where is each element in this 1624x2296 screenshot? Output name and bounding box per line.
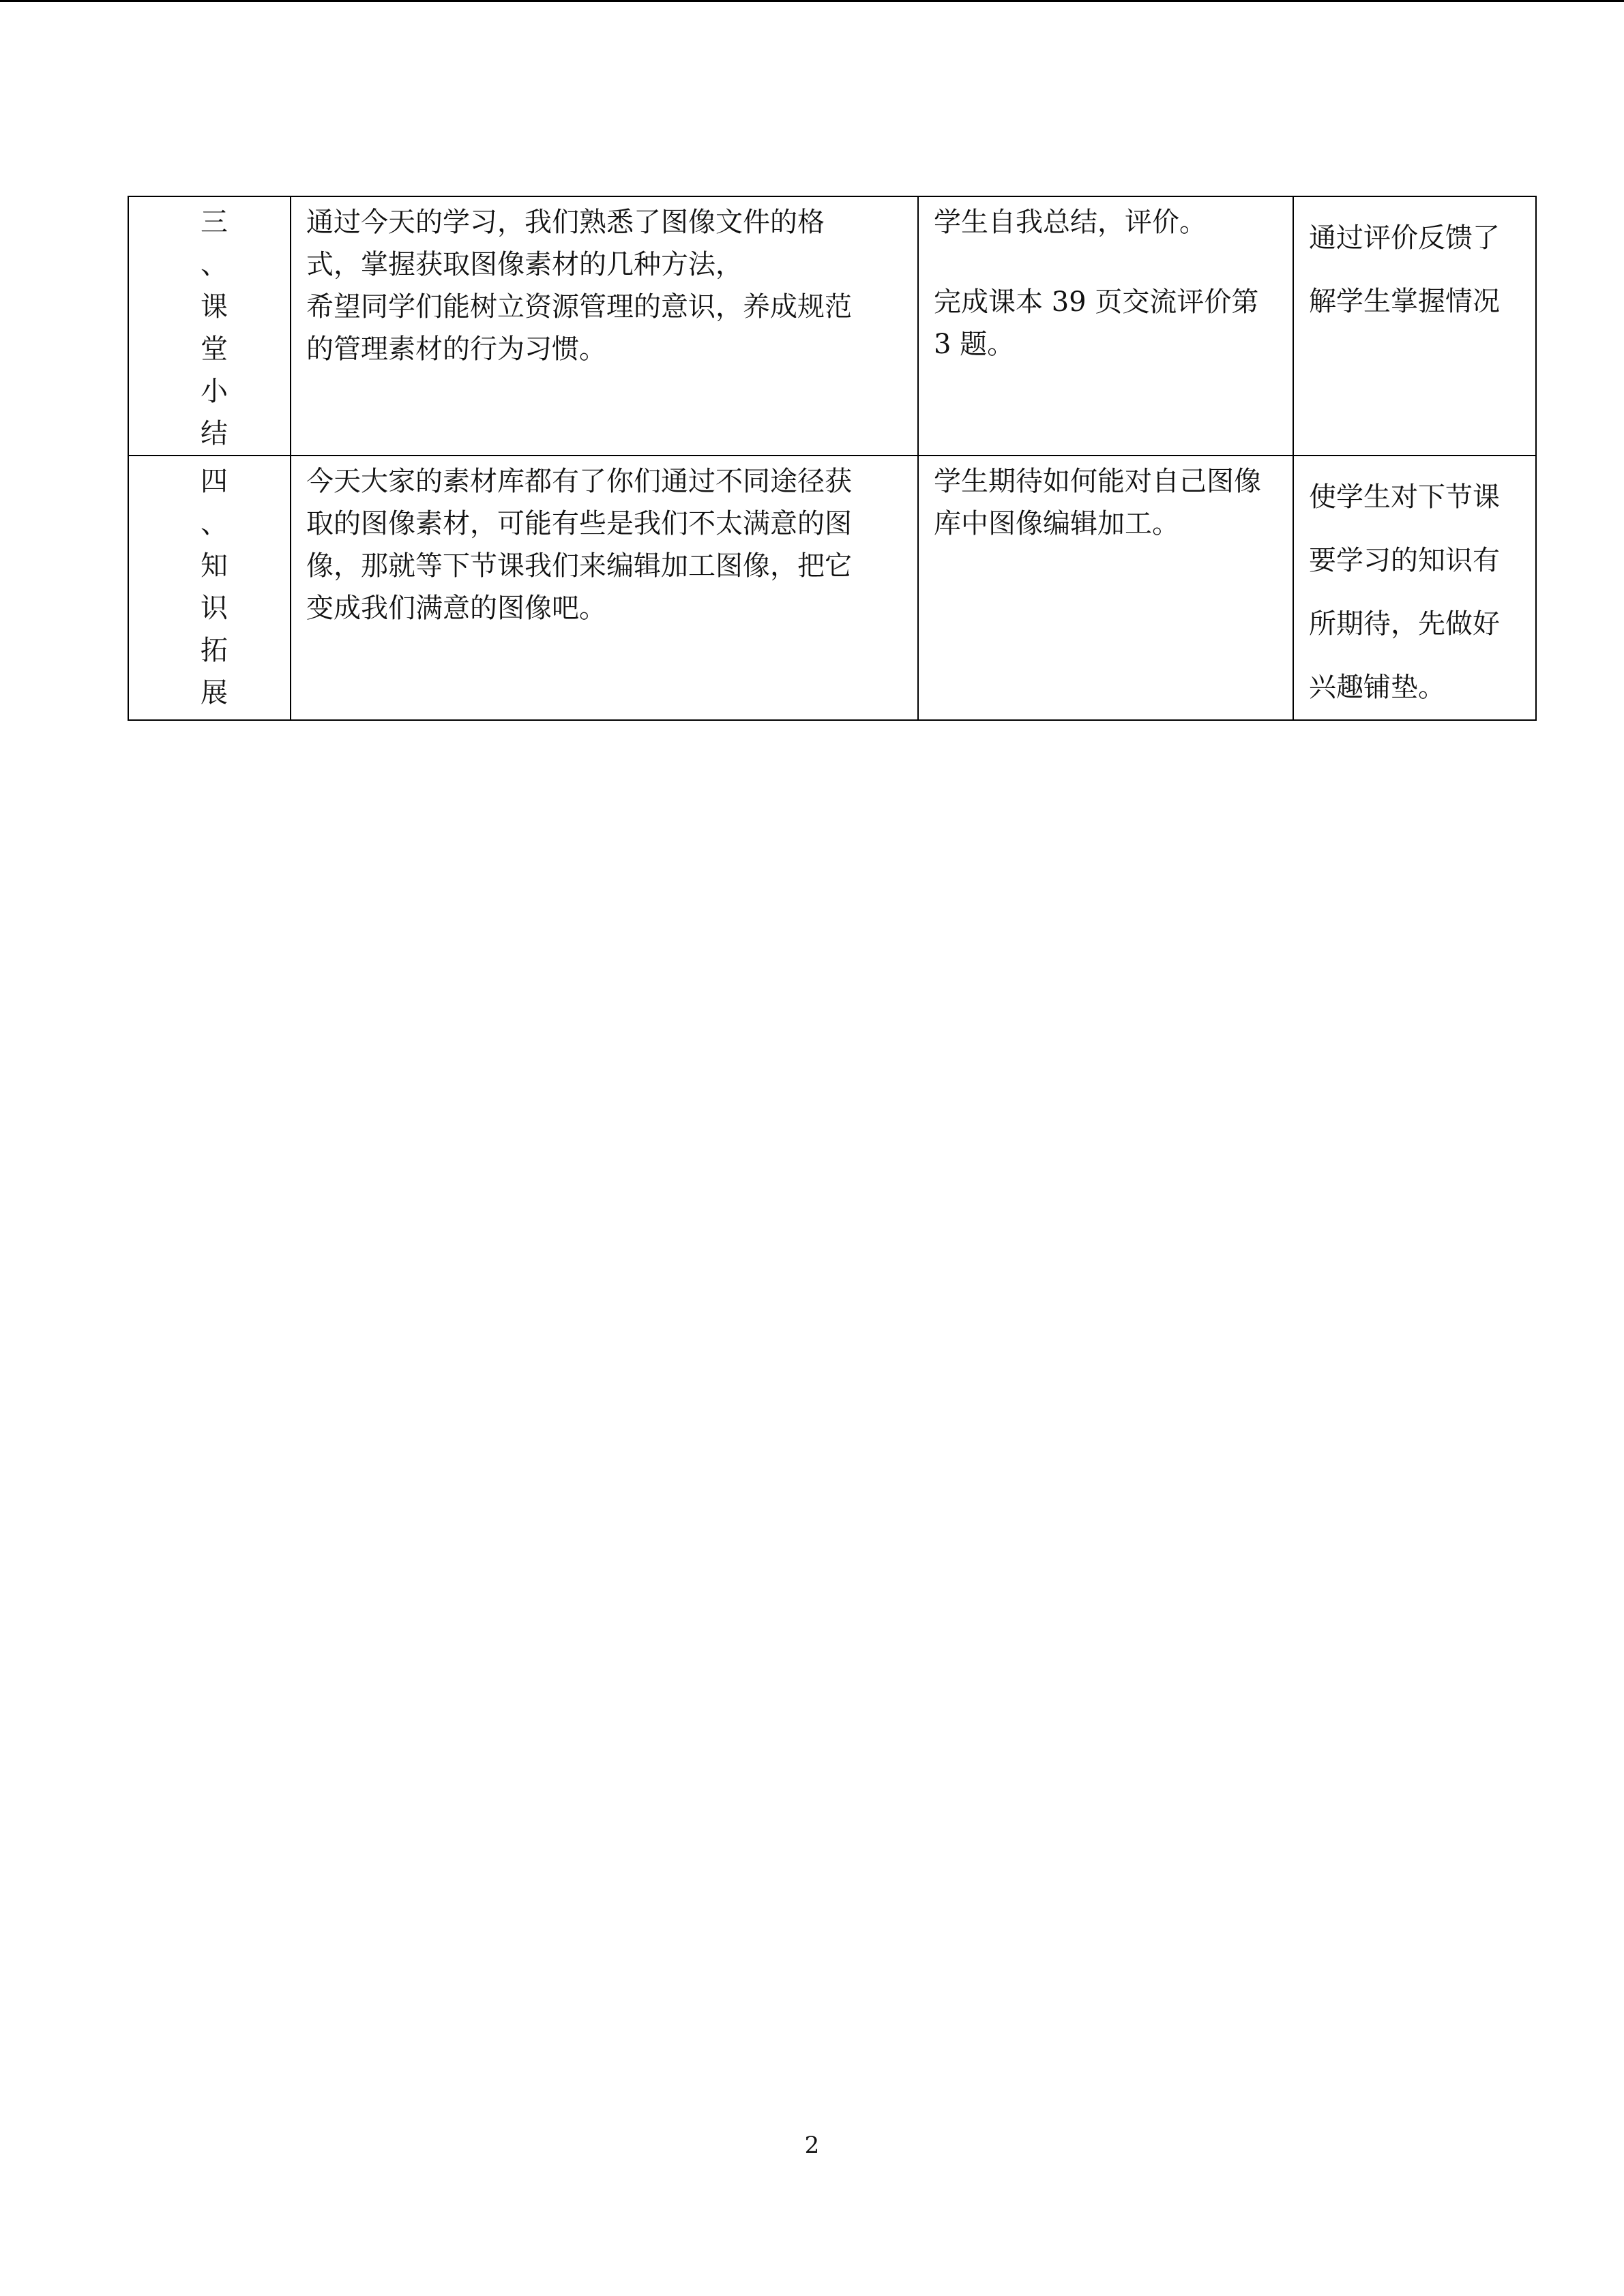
table-row-summary <box>128 196 1536 456</box>
section-heading-char: 堂 <box>201 333 228 365</box>
table-row-extension <box>128 456 1536 720</box>
page-top-border <box>0 0 1624 2</box>
intent-line: 兴趣铺垫。 <box>1309 672 1445 703</box>
student-activity-cell <box>918 196 1293 456</box>
intent-line: 所期待，先做好 <box>1309 608 1500 640</box>
content-line: 式，掌握获取图像素材的几种方法， <box>306 249 743 280</box>
teaching-content-cell <box>291 456 918 720</box>
intent-line: 使学生对下节课 <box>1309 481 1500 513</box>
page-number: 2 <box>804 2132 820 2159</box>
teaching-content-cell <box>291 196 918 456</box>
activity-line: 完成课本 39 页交流评价第 <box>934 286 1259 318</box>
section-heading-char: 课 <box>201 291 228 323</box>
section-heading-char: 小 <box>201 376 228 407</box>
content-line: 变成我们满意的图像吧。 <box>306 593 606 624</box>
content-line: 今天大家的素材库都有了你们通过不同途径获 <box>306 466 852 497</box>
section-heading-char: 知 <box>201 550 228 582</box>
intent-line: 要学习的知识有 <box>1309 545 1500 576</box>
section-heading-char: 识 <box>201 593 228 624</box>
activity-line: 学生期待如何能对自己图像 <box>934 466 1261 497</box>
section-heading-char: 四 <box>201 466 228 497</box>
section-heading-char: 三 <box>201 207 228 238</box>
section-heading-char: 、 <box>201 508 228 539</box>
activity-line: 学生自我总结，评价。 <box>934 207 1207 238</box>
content-line: 取的图像素材，可能有些是我们不太满意的图 <box>306 508 852 539</box>
intent-line: 通过评价反馈了 <box>1309 222 1500 254</box>
intent-line: 解学生掌握情况 <box>1309 286 1500 317</box>
activity-line: 库中图像编辑加工。 <box>934 508 1179 539</box>
design-intent-cell <box>1293 196 1536 456</box>
content-line: 通过今天的学习，我们熟悉了图像文件的格 <box>306 207 825 238</box>
content-line: 的管理素材的行为习惯。 <box>306 333 606 365</box>
activity-line: 3 题。 <box>934 329 1015 360</box>
content-line: 像，那就等下节课我们来编辑加工图像，把它 <box>306 550 852 582</box>
section-heading-cell <box>128 196 291 456</box>
section-heading-cell <box>128 456 291 720</box>
lesson-plan-table <box>128 196 1537 721</box>
content-line: 希望同学们能树立资源管理的意识，养成规范 <box>306 291 852 323</box>
design-intent-cell <box>1293 456 1536 720</box>
student-activity-cell <box>918 456 1293 720</box>
section-heading-char: 、 <box>201 249 228 280</box>
section-heading-char: 展 <box>201 677 228 709</box>
section-heading-char: 拓 <box>201 635 228 666</box>
section-heading-char: 结 <box>201 418 228 449</box>
